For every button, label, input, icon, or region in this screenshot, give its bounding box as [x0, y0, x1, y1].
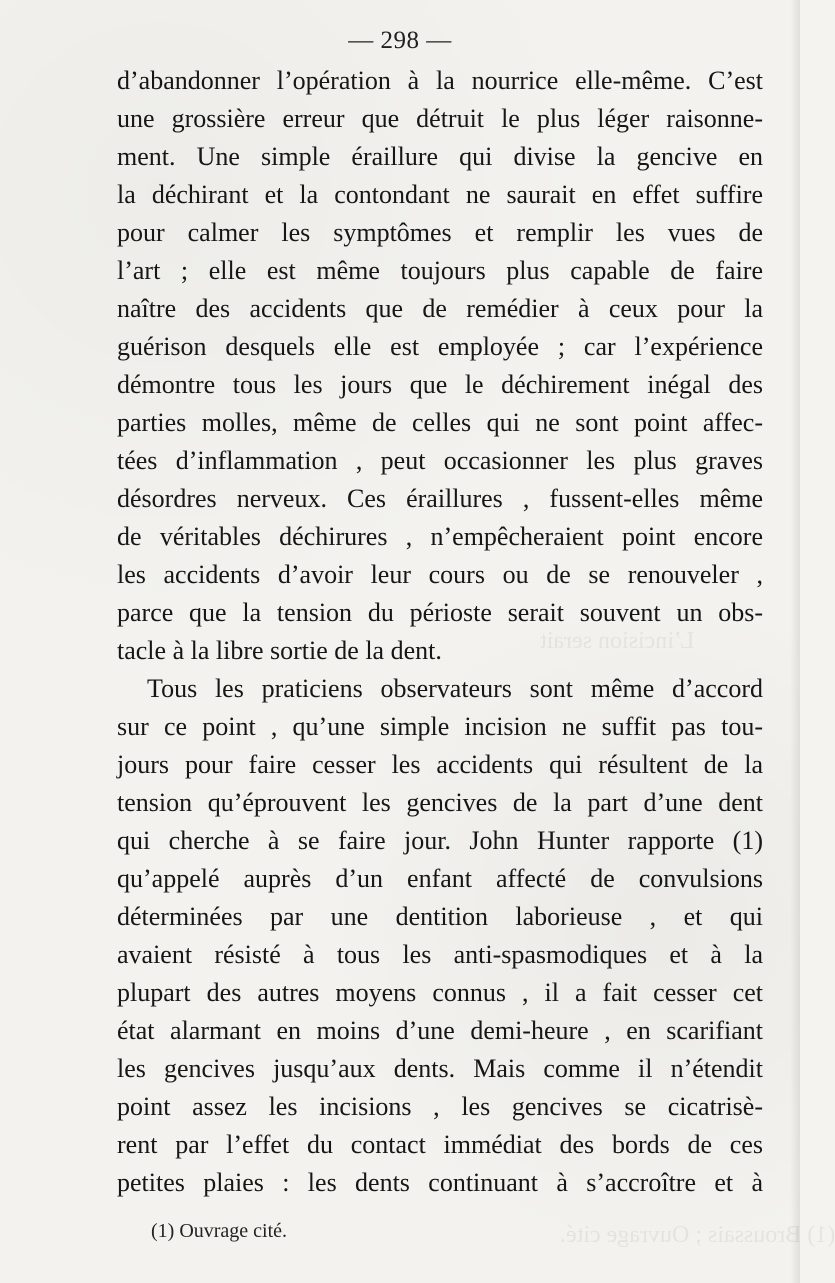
text-line: naître des accidents que de remédier à ceux pour la — [117, 294, 763, 323]
text-line: ment. Une simple éraillure qui divise la gencive en — [117, 142, 763, 171]
text-line: une grossière erreur que détruit le plus léger raisonne- — [117, 104, 763, 133]
paragraph-first-line: Tous les praticiens observateurs sont même d’accord — [147, 674, 763, 703]
text-line: les accidents d’avoir leur cours ou de se renouveler , — [117, 560, 763, 589]
show-through-text: (1) Broussais ; Ouvrage cité. — [560, 1222, 835, 1248]
text-line: de véritables déchirures , n’empêcheraient point encore — [117, 522, 763, 551]
show-through-text: L’incision serait — [540, 628, 695, 654]
page-number: — 298 — — [348, 27, 452, 54]
text-line: déterminées par une dentition laborieuse , et qui — [117, 902, 763, 931]
text-line: d’abandonner l’opération à la nourrice elle-même. C’est — [117, 66, 763, 95]
text-line: tacle à la libre sortie de la dent. — [117, 636, 442, 665]
text-line: désordres nerveux. Ces éraillures , fussent-elles même — [117, 484, 763, 513]
text-line: parties molles, même de celles qui ne sont point affec- — [117, 408, 763, 437]
text-line: plupart des autres moyens connus , il a fait cesser cet — [117, 978, 763, 1007]
text-line: jours pour faire cesser les accidents qui résultent de la — [117, 750, 763, 779]
text-line: avaient résisté à tous les anti-spasmodiques et à la — [117, 940, 763, 969]
footnote: (1) Ouvrage cité. — [151, 1220, 288, 1242]
text-line: pour calmer les symptômes et remplir les vues de — [117, 218, 763, 247]
body-text — [117, 62, 763, 1202]
text-line: sur ce point , qu’une simple incision ne suffit pas tou- — [117, 712, 763, 741]
text-line: la déchirant et la contondant ne saurait en effet suffire — [117, 180, 763, 209]
text-line: état alarmant en moins d’une demi-heure , en scarifiant — [117, 1016, 763, 1045]
text-line: qu’appelé auprès d’un enfant affecté de convulsions — [117, 864, 763, 893]
text-line: tension qu’éprouvent les gencives de la part d’une dent — [117, 788, 763, 817]
text-line: les gencives jusqu’aux dents. Mais comme il n’étendit — [117, 1054, 763, 1083]
text-line: petites plaies : les dents continuant à s’accroître et à — [117, 1168, 763, 1197]
text-line: l’art ; elle est même toujours plus capable de faire — [117, 256, 763, 285]
text-line: point assez les incisions , les gencives se cicatrisè- — [117, 1092, 763, 1121]
text-line: parce que la tension du périoste serait souvent un obs- — [117, 598, 763, 627]
text-line: qui cherche à se faire jour. John Hunter rapporte (1) — [117, 826, 763, 855]
text-line: guérison desquels elle est employée ; car l’expérience — [117, 332, 763, 361]
text-line: démontre tous les jours que le déchirement inégal des — [117, 370, 763, 399]
text-line: rent par l’effet du contact immédiat des bords de ces — [117, 1130, 763, 1159]
page-edge-shadow — [790, 0, 800, 1283]
text-line: tées d’inflammation , peut occasionner les plus graves — [117, 446, 763, 475]
